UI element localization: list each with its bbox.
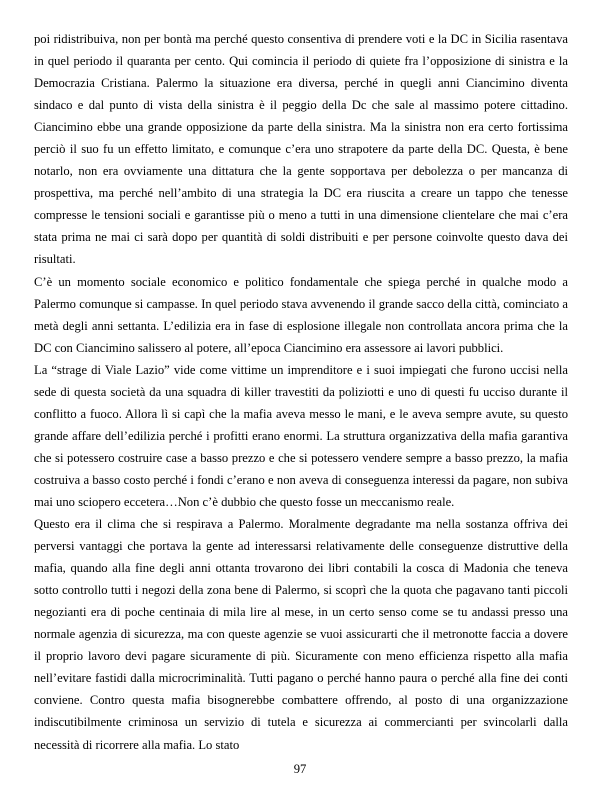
body-text [34, 28, 568, 756]
paragraph-3: La “strage di Viale Lazio” vide come vittime un imprenditore e i suoi impiegati che furono uccisi nella sede di questa società da una squadra di killer travestiti da poliziotti e uno di questi fu ucciso durante il conflitto a fuoco. Allora lì si capì che la mafia aveva messo le mani, e le aveva sempre avute, su questo grande affare dell’edilizia perché i profitti erano enormi. La struttura organizzativa della mafia garantiva che si potessero costruire case a basso prezzo e che si potessero vendere sempre a basso prezzo, la mafia costruiva a basso costo perché i fondi c’erano e non aveva di conseguenza interessi da pagare, non subiva mai uno sciopero eccetera…Non c’è dubbio che questo fosse un meccanismo reale. [34, 362, 568, 509]
paragraph-4: Questo era il clima che si respirava a Palermo. Moralmente degradante ma nella sostanza offriva dei perversi vantaggi che portava la gente ad interessarsi relativamente delle conseguenze distruttive della mafia, quando alla fine degli anni ottanta trovarono dei libri contabili la cosca di Madonia che teneva sotto controllo tutti i negozi della zona bene di Palermo, si scoprì che la quota che pagavano tanti piccoli negozianti era di poche centinaia di mila lire al mese, in un certo senso come se tu andassi presso una normale agenzia di sicurezza, ma con queste agenzie se vuoi assicurarti che il metronotte faccia a dovere il proprio lavoro devi pagare sicuramente di più. Sicuramente con meno efficienza rispetto alla mafia nell’evitare fastidi dalla microcriminalità. Tutti pagano o perché hanno paura o perché alla fine dei conti conviene. Contro questa mafia bisognerebbe combattere offrendo, al posto di una organizzazione indiscutibilmente criminosa un servizio di tutela e sicurezza ai commercianti per svincolarli dalla necessità di ricorrere alla mafia. Lo stato [34, 517, 568, 752]
page-number: 97 [293, 762, 307, 776]
paragraph-2: C’è un momento sociale economico e politico fondamentale che spiega perché in qualche modo a Palermo comunque si campasse. In quel periodo stava avvenendo il grande sacco della città, cominciato a metà degli anni settanta. L’edilizia era in fase di esplosione illegale non controllata ancora prima che la DC con Ciancimino salissero al potere, all’epoca Ciancimino era assessore ai lavori pubblici. [34, 274, 568, 355]
paragraph-1: poi ridistribuiva, non per bontà ma perché questo consentiva di prendere voti e la DC in Sicilia rasentava in quel periodo il quaranta per cento. Qui comincia il periodo di quiete fra l’opposizione di sinistra e la Democrazia Cristiana. Palermo la situazione era diversa, perché in quegli anni Ciancimino diventa sindaco e dal punto di vista della sinistra è il peggio della Dc che sale al massimo potere cittadino. Ciancimino ebbe una grande opposizione da parte della sinistra. Ma la sinistra non era certo fortissima perciò il suo fu un effetto limitato, e comunque c’era uno strapotere da parte della DC. Questa, è bene notarlo, non era ovviamente una dittatura che la gente sopportava per debolezza o per mancanza di prospettiva, ma perché nell’ambito di una strategia la DC era riuscita a creare un tappo che tenesse compresse le tensioni sociali e garantisse più o meno a tutti in una dimensione clientelare che mai c’era stata prima ne mai ci sarà dopo per quantità di soldi distribuiti e per persone coinvolte questo dava dei risultati. [34, 32, 568, 267]
